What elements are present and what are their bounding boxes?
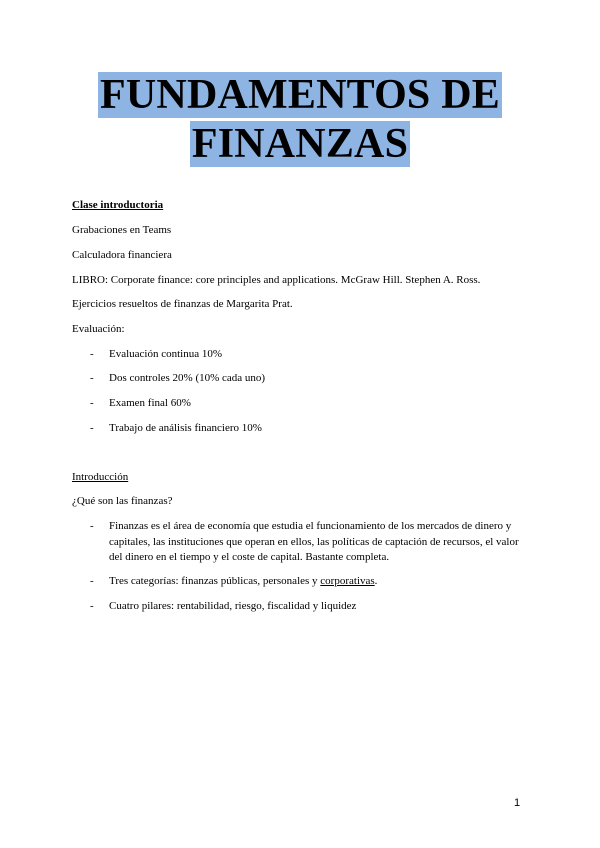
list-item [72, 599, 532, 615]
list-item [72, 421, 532, 437]
categories-underlined: corporativas [320, 575, 375, 587]
line-grabaciones: Grabaciones en Teams [72, 224, 172, 236]
bullet-dash: - [90, 372, 94, 384]
evaluation-item: Dos controles 20% (10% cada uno) [109, 372, 266, 384]
definition-text: Finanzas es el área de economía que estudia el funcionamiento de los mercados de dinero y capitales, las instituciones que operan en ellos, las políticas de captación de recursos, el valor del dinero en el tiempo y el coste de capital. Bastante completa. [109, 520, 519, 563]
line-calculadora: Calculadora financiera [72, 249, 172, 261]
evaluation-item: Trabajo de análisis financiero 10% [109, 422, 262, 434]
title-line-1: FUNDAMENTOS DE [100, 72, 500, 118]
line-evaluacion: Evaluación: [72, 323, 125, 335]
list-item [72, 347, 532, 363]
bullet-dash: - [90, 348, 94, 360]
pillars-text: Cuatro pilares: rentabilidad, riesgo, fiscalidad y liquidez [109, 600, 357, 612]
list-item [72, 574, 532, 590]
list-item [72, 519, 532, 566]
list-item [72, 396, 532, 412]
line-libro: LIBRO: Corporate finance: core principles and applications. McGraw Hill. Stephen A. Ross. [72, 274, 481, 286]
bullet-dash: - [90, 397, 94, 409]
bullet-dash: - [90, 600, 94, 612]
bullet-dash: - [90, 575, 94, 587]
section-heading-introduccion: Introducción [72, 471, 129, 483]
title-line-2: FINANZAS [191, 121, 409, 167]
page-number: 1 [514, 797, 521, 809]
categories-suffix: . [374, 575, 378, 587]
list-item [72, 371, 532, 387]
evaluation-item: Evaluación continua 10% [109, 348, 223, 360]
bullet-dash: - [90, 520, 94, 532]
section-heading-clase: Clase introductoria [72, 199, 164, 211]
categories-prefix: Tres categorías: finanzas públicas, personales y [109, 575, 321, 587]
bullet-dash: - [90, 422, 94, 434]
line-ejercicios: Ejercicios resueltos de finanzas de Margarita Prat. [72, 298, 293, 310]
line-question: ¿Qué son las finanzas? [72, 495, 173, 507]
categories-text [109, 574, 532, 590]
document-title [0, 72, 600, 170]
evaluation-item: Examen final 60% [109, 397, 191, 409]
